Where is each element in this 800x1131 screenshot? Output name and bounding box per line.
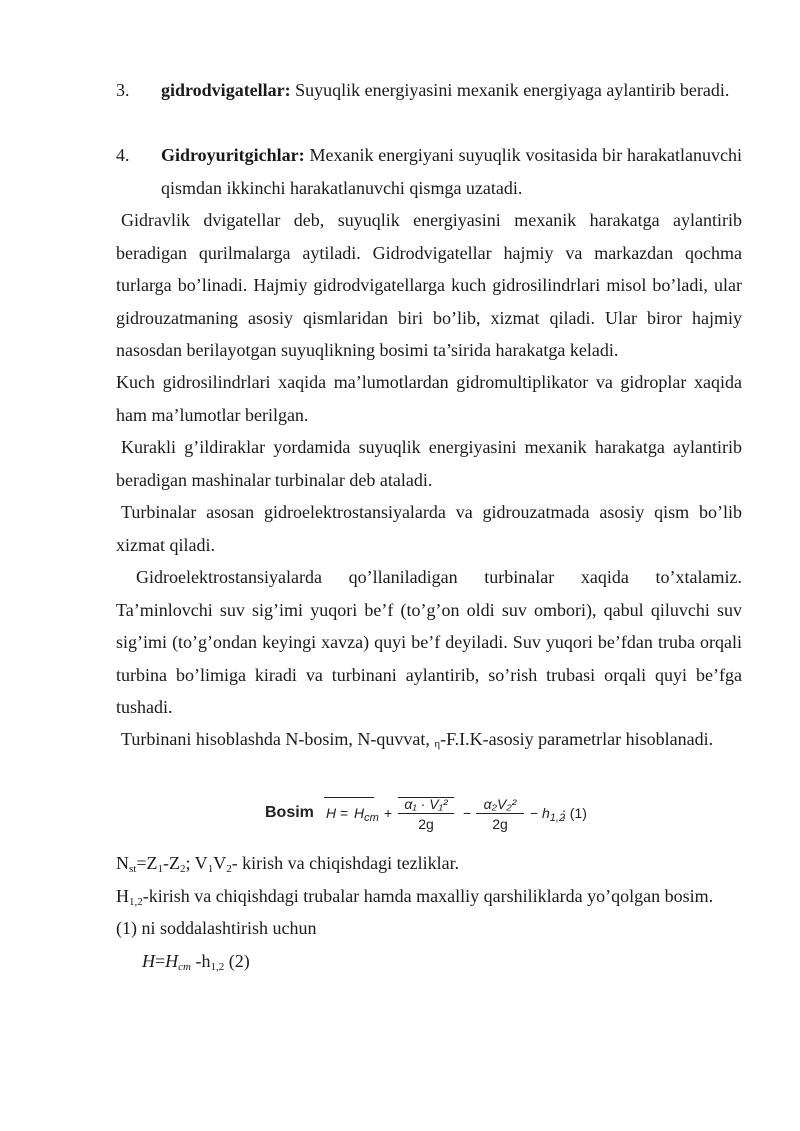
formula-plus: + <box>384 805 393 821</box>
formula-1 <box>262 790 592 846</box>
formula-minus: − <box>463 805 472 821</box>
paragraph-5: Gidroelektrostansiyalarda qo’llaniladigan turbinalar xaqida to’xtalamiz. Ta’minlovchi suv sig’imi yuqori be’f (to’g’on oldi suv ombori), qabul qiluvchi suv sig’imi (to’g’ondan keyingi xavza) quyi be’f deyiladi. Suv yuqori be’fdan truba orqali turbina bo’limiga kiradi va turbinani aylantirib, so’rish trubasi orqali quyi be’fga tushadi. <box>116 567 742 717</box>
formula-hst: $H_{ст}$ <box>354 805 379 824</box>
list-term: Gidroyuritgichlar: <box>161 145 305 165</box>
list-item-4 <box>116 139 742 204</box>
list-term: gidrodvigatellar: <box>161 80 291 100</box>
fraction-2-numerator: α₂V₂² <box>476 796 524 814</box>
formula-tail: ; (1) <box>562 805 587 821</box>
list-item-content <box>161 139 742 204</box>
list-item-3 <box>116 74 742 107</box>
formula-equals: = <box>340 805 349 821</box>
line-h12: $H_{1,2}$-kirish va chiqishdagi trubalar hamda maxalliy qarshiliklarda yo’qolgan bosim. <box>116 886 714 908</box>
line-simplify: (1) ni soddalashtirish uchun <box>116 918 317 938</box>
paragraph-2: Kuch gidrosilindrlari xaqida ma’lumotlardan gidromultiplikator va gidroplar xaqida ham ma’lumotlar berilgan. <box>116 372 742 425</box>
fraction-2 <box>476 796 524 832</box>
formula-minus-2: − <box>530 805 539 821</box>
eta-symbol: η <box>434 738 441 750</box>
fraction-1 <box>398 796 454 832</box>
formula-h12: $h_{1,2}$ <box>542 805 566 824</box>
formula-lhs: H <box>326 805 337 821</box>
overline-h <box>324 797 374 798</box>
fraction-1-denominator: 2g <box>418 816 434 832</box>
list-text: Suyuqlik energiyasini mexanik energiyaga aylantirib beradi. <box>290 80 730 100</box>
paragraph-1: Gidravlik dvigatellar deb, suyuqlik energiyasini mexanik harakatga aylantirib beradigan qurilmalarga aytiladi. Gidrodvigatellar hajmiy va markazdan qochma turlarga bo’linadi. Hajmiy gidrodvigatellarga kuch gidrosilindrlari misol bo’ladi, ular gidrouzatmaning asosiy qismlaridan biri bo’lib, xizmat qiladi. Ular biror hajmiy nasosdan berilayotgan suyuqlikning bosimi ta’sirida harakatga keladi. <box>116 210 742 360</box>
formula-label: Bosim <box>265 804 314 821</box>
list-item-content <box>161 74 742 107</box>
fraction-2-denominator: 2g <box>492 816 508 832</box>
fraction-1-numerator: α₁ · V₁² <box>398 796 454 814</box>
paragraph-6-text-end: -F.I.K-asosiy parametrlar hisoblanadi. <box>440 729 714 749</box>
list-number: 4. <box>116 145 130 165</box>
paragraph-4: Turbinalar asosan gidroelektrostansiyalarda va gidrouzatmada asosiy qism bo’lib xizmat qiladi. <box>116 502 742 555</box>
paragraph-6-text: Turbinani hisoblashda N-bosim, N-quvvat, <box>121 729 435 749</box>
line-nst: $N_{st}=Z_1-Z_2$; $V_1V_2-$ kirish va chiqishdagi tezliklar. <box>116 853 460 875</box>
list-number: 3. <box>116 80 130 100</box>
paragraph-6 <box>116 723 742 761</box>
formula-2: $H=H_{ст}$ $-h_{1,2}$ (2) <box>142 951 250 973</box>
list-text: Mexanik energiyani suyuqlik vositasida bir harakatlanuvchi qismdan ikkinchi harakatlanuvchi qismga uzatadi. <box>161 145 742 198</box>
paragraph-3: Kurakli g’ildiraklar yordamida suyuqlik energiyasini mexanik harakatga aylantirib beradigan mashinalar turbinalar deb ataladi. <box>116 437 742 490</box>
